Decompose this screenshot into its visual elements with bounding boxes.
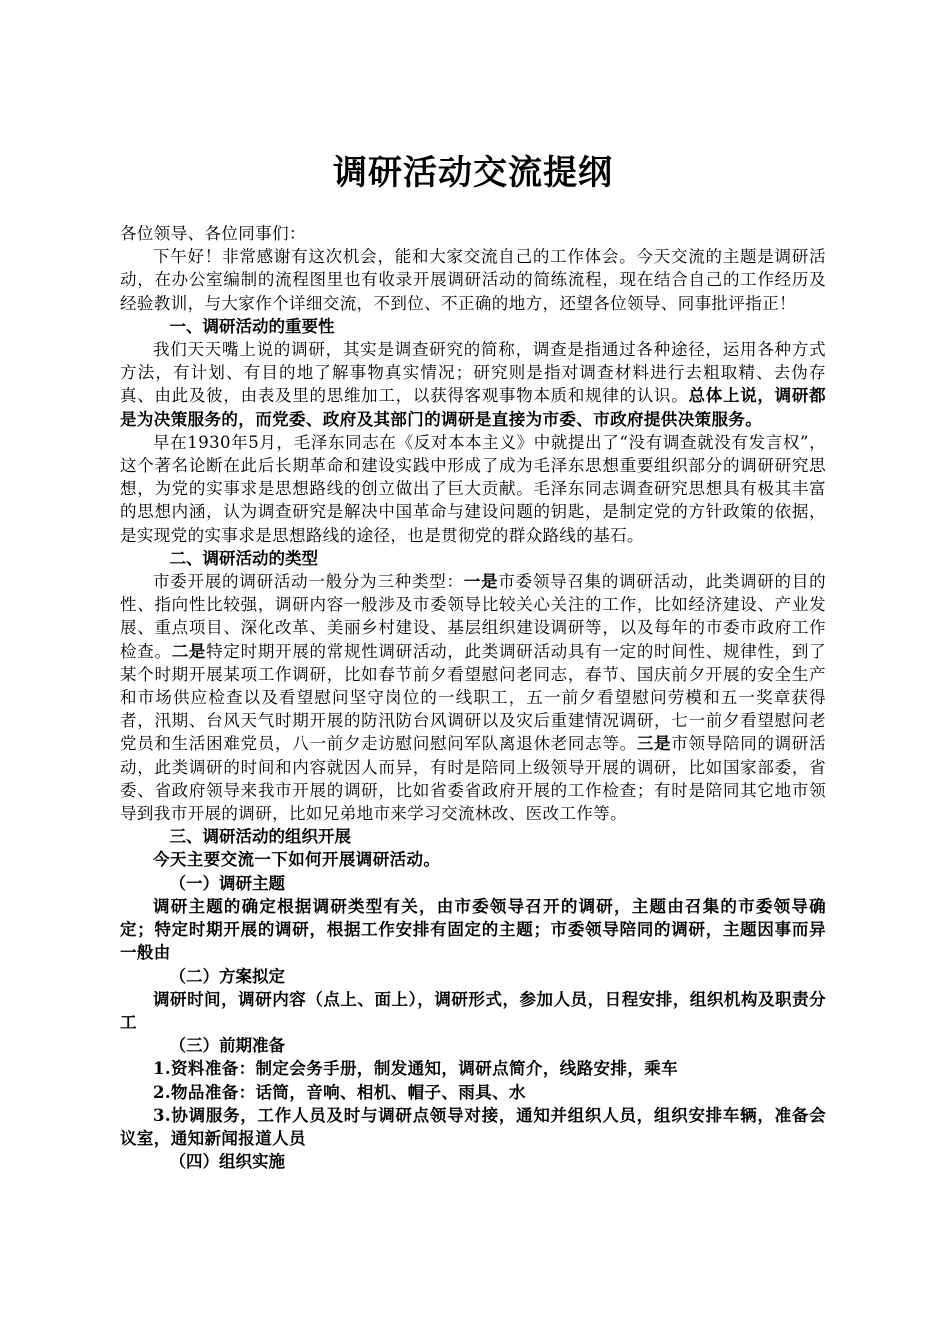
type-2-label: 二是 (171, 641, 207, 661)
section-1-p1-text: 我们天天嘴上说的调研，其实是调查研究的简称，调查是指通过各种途径，运用各种方式方法，有计划、有目的地了解事物真实情况；研究则是指对调查材料进行去粗取精、去伪存真、由此及彼，由表及里的思维加工，以获得客观事物本质和规律的认识。 (120, 340, 826, 406)
type-1-text: 市委领导召集的调研活动，此类调研的目的性、指向性比较强，调研内容一般涉及市委领导比较关心关注的工作，比如经济建设、产业发展、重点项目、深化改革、美丽乡村建设、基层组织建设调研等，以及每年的市委市政府工作检查。 (120, 572, 826, 661)
list-item: 1.资料准备：制定会务手册，制发通知，调研点简介，线路安排，乘车 (153, 1059, 679, 1079)
subsection-1-text: 调研主题的确定根据调研类型有关，由市委领导召开的调研，主题由召集的市委领导确定；特定时期开展的调研，根据工作安排有固定的主题；市委领导陪同的调研，主题因事而异一般由 (120, 896, 826, 963)
section-1-paragraph-2: 早在1930年5月，毛泽东同志在《反对本本主义》中就提出了“没有调查就没有发言权”，这个著名论断在此后长期革命和建设实践中形成了成为毛泽东思想重要组织部分的调研研究思想，为党的实事求是思想路线的创立做出了巨大贡献。毛泽东同志调查研究思想具有极其丰富的思想内涵，认为调查研究是解决中国革命与建设问题的钥匙，是制定党的方针政策的依据，是实现党的实事求是思想路线的途径，也是贯彻党的群众路线的基石。 (120, 432, 826, 545)
document-page (120, 150, 826, 1173)
section-1-heading: 一、调研活动的重要性 (169, 316, 335, 336)
type-2-text: 特定时期开展的常规性调研活动，此类调研活动具有一定的时间性、规律性，到了某个时期开展某项工作调研，比如春节前夕看望慰问老同志，春节、国庆前夕开展的安全生产和市场供应检查以及看望慰问坚守岗位的一线职工，五一前夕看望慰问劳模和五一奖章获得者，汛期、台风天气时期开展的防汛防台风调研以及灾后重建情况调研，七一前夕看望慰问老党员和生活困难党员，八一前夕走访慰问慰问军队离退休老同志等。 (120, 641, 826, 754)
section-3-heading: 三、调研活动的组织开展 (169, 827, 351, 847)
intro-paragraph: 下午好！非常感谢有这次机会，能和大家交流自己的工作体会。今天交流的主题是调研活动，在办公室编制的流程图里也有收录开展调研活动的简练流程，现在结合自己的工作经历及经验教训，与大家作个详细交流，不到位、不正确的地方，还望各位领导、同事批评指正！ (120, 247, 826, 313)
section-2-heading: 二、调研活动的类型 (169, 548, 318, 568)
subsection-1-heading: （一）调研主题 (169, 873, 285, 893)
subsection-2-text: 调研时间，调研内容（点上、面上），调研形式，参加人员，日程安排，组织机构及职责分工 (120, 989, 826, 1032)
document-title: 调研活动交流提纲 (333, 153, 613, 193)
subsection-2-heading: （二）方案拟定 (169, 966, 285, 986)
section-2-lead: 市委开展的调研活动一般分为三种类型： (153, 572, 464, 592)
type-1-label: 一是 (463, 572, 499, 592)
section-3-lead: 今天主要交流一下如何开展调研活动。 (153, 850, 441, 870)
subsection-3-heading: （三）前期准备 (169, 1036, 285, 1056)
type-3-label: 三是 (636, 734, 672, 754)
type-3-text: 市领导陪同的调研活动，此类调研的时间和内容就因人而异，有时是陪同上级领导开展的调研，比如国家部委，省委、省政府领导来我市开展的调研，比如省委省政府开展的工作检查；有时是陪同其它地市领导到我市开展的调研，比如兄弟地市来学习交流林改、医改工作等。 (120, 734, 826, 824)
section-2-paragraph (120, 570, 826, 825)
list-item: 2.物品准备：话筒，音响、相机、帽子、雨具、水 (153, 1082, 526, 1102)
section-1-p1-bold: 总体上说，调研都是为决策服务的，而党委、政府及其部门的调研是直接为市委、市政府提供决策服务。 (120, 386, 827, 429)
section-1-paragraph-1 (120, 338, 826, 431)
subsection-4-heading: （四）组织实施 (169, 1152, 285, 1172)
list-item: 3.协调服务，工作人员及时与调研点领导对接，通知并组织人员，组织安排车辆，准备会议室，通知新闻报道人员 (120, 1105, 826, 1148)
salutation: 各位领导、各位同事们： (120, 224, 306, 243)
